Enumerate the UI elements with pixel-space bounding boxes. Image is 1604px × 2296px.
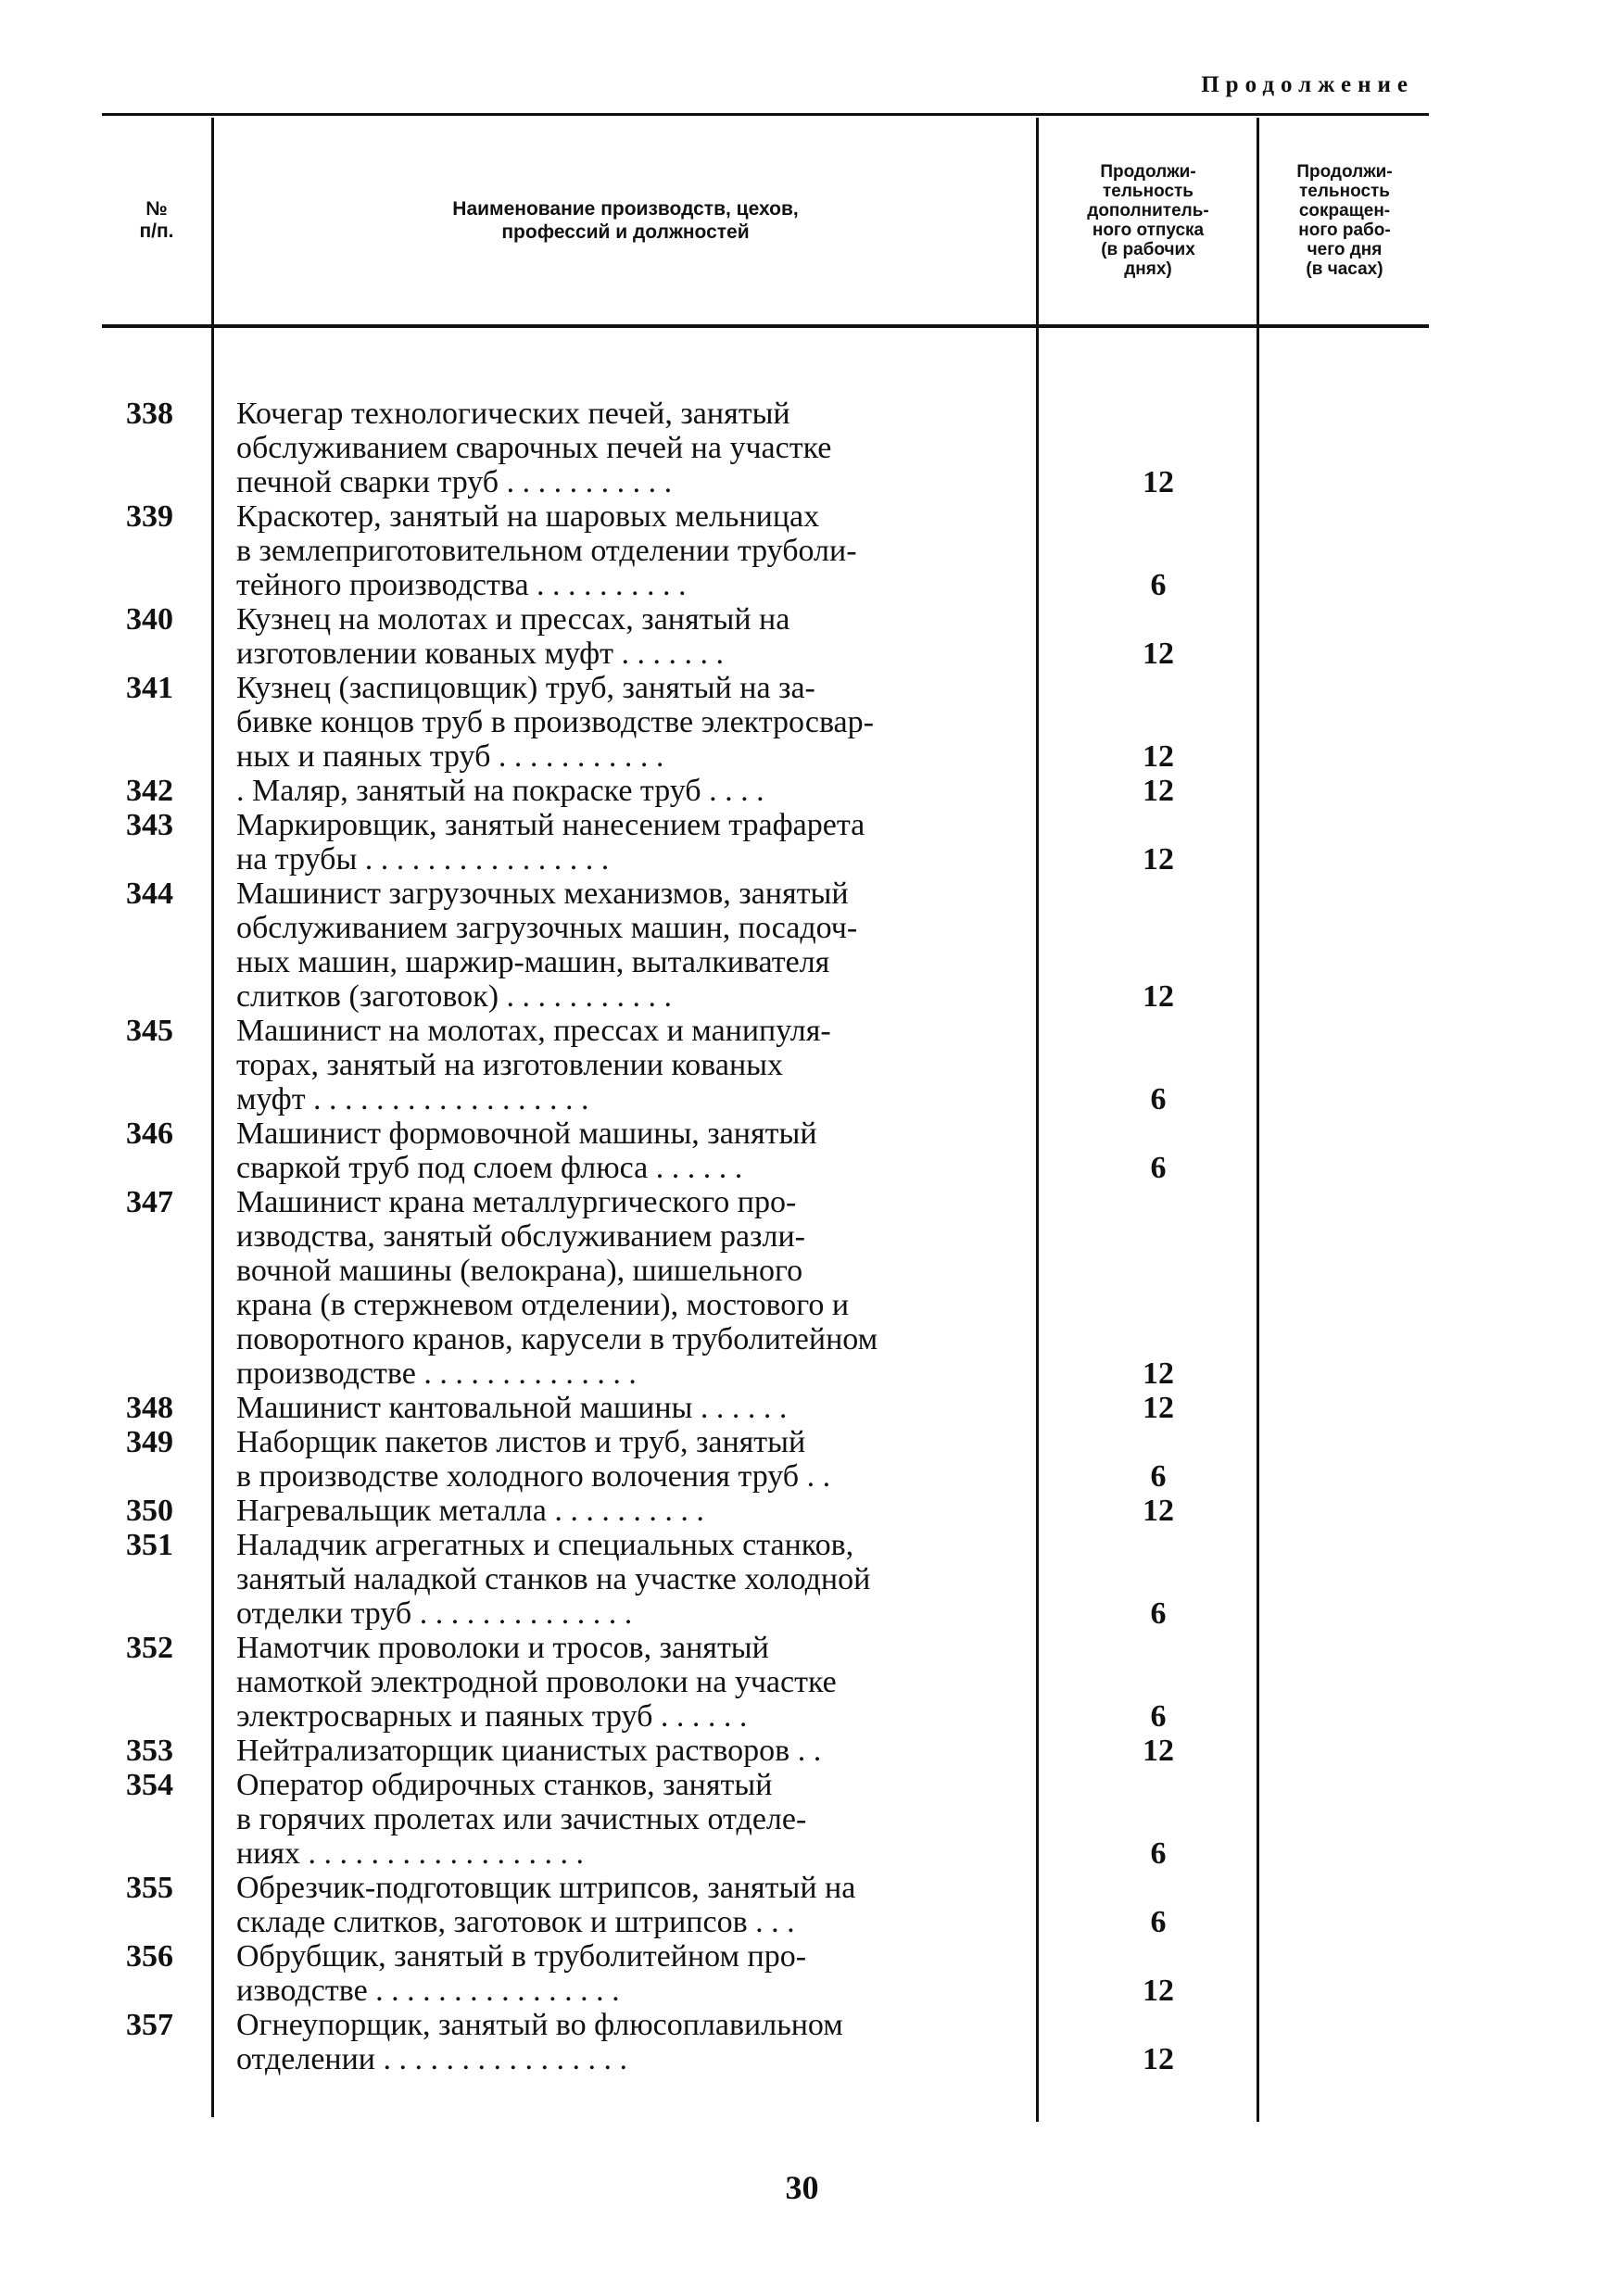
row-leave-days: 12 xyxy=(1143,1391,1174,1425)
row-number: 355 xyxy=(126,1871,173,1905)
description-line: обслуживанием загрузочных машин, посадоч- xyxy=(236,911,858,945)
row-number: 343 xyxy=(126,808,173,842)
description-line: на трубы . . . . . . . . . . . . . . . . xyxy=(236,842,610,877)
row-number: 345 xyxy=(126,1014,173,1048)
page-number: 30 xyxy=(785,2169,819,2206)
table-row xyxy=(0,1939,1604,2008)
description-line: Машинист кантовальной машины . . . . . . xyxy=(236,1391,788,1425)
row-description xyxy=(236,1768,1017,1871)
continued-label: Продолжение xyxy=(1201,72,1414,97)
description-line: тейного производства . . . . . . . . . . xyxy=(236,568,687,602)
row-description xyxy=(236,1014,1017,1116)
description-line: поворотного кранов, карусели в труболитейном xyxy=(236,1322,878,1356)
row-description xyxy=(236,1734,1017,1768)
row-description xyxy=(236,499,1017,602)
table-top-rule xyxy=(102,113,1429,116)
row-description xyxy=(236,1425,1017,1494)
description-line: . Маляр, занятый на покраске труб . . . . xyxy=(236,774,764,808)
table-row xyxy=(0,397,1604,499)
row-leave-days: 12 xyxy=(1143,1734,1174,1768)
table-row xyxy=(0,1528,1604,1631)
row-number: 347 xyxy=(126,1185,173,1219)
header-name: Наименование производств, цехов, профессий и должностей xyxy=(452,198,799,243)
description-line: намоткой электродной проволоки на участке xyxy=(236,1665,837,1699)
description-line: Огнеупорщик, занятый во флюсоплавильном xyxy=(236,2008,843,2042)
table-row xyxy=(0,1734,1604,1768)
description-line: Машинист на молотах, прессах и манипуля- xyxy=(236,1014,831,1048)
row-number: 341 xyxy=(126,671,173,705)
table-row xyxy=(0,1494,1604,1528)
description-line: складе слитков, заготовок и штрипсов . . . xyxy=(236,1905,795,1939)
row-number: 338 xyxy=(126,397,173,431)
row-number: 354 xyxy=(126,1768,173,1802)
row-description xyxy=(236,774,1017,808)
description-line: Кочегар технологических печей, занятый xyxy=(236,397,790,431)
row-number: 350 xyxy=(126,1494,173,1528)
description-line: отделки труб . . . . . . . . . . . . . . xyxy=(236,1596,633,1631)
description-line: изготовлении кованых муфт . . . . . . . xyxy=(236,637,725,671)
description-line: Кузнец (заспицовщик) труб, занятый на за- xyxy=(236,671,815,705)
description-line: торах, занятый на изготовлении кованых xyxy=(236,1048,784,1082)
header-number: № п/п. xyxy=(139,198,174,242)
description-line: ных машин, шаржир-машин, выталкивателя xyxy=(236,945,830,979)
description-line: изводстве . . . . . . . . . . . . . . . . xyxy=(236,1974,620,2008)
description-line: отделении . . . . . . . . . . . . . . . . xyxy=(236,2042,627,2076)
description-line: Обрезчик-подготовщик штрипсов, занятый на xyxy=(236,1871,856,1905)
row-leave-days: 12 xyxy=(1143,842,1174,877)
row-leave-days: 6 xyxy=(1150,1836,1167,1871)
description-line: Маркировщик, занятый нанесением трафарета xyxy=(236,808,865,842)
description-line: производстве . . . . . . . . . . . . . . xyxy=(236,1356,637,1391)
row-number: 342 xyxy=(126,774,173,808)
table-row xyxy=(0,1768,1604,1871)
row-number: 346 xyxy=(126,1116,173,1151)
row-number: 340 xyxy=(126,602,173,637)
row-description xyxy=(236,1494,1017,1528)
row-leave-days: 12 xyxy=(1143,774,1174,808)
row-description xyxy=(236,1391,1017,1425)
description-line: в горячих пролетах или зачистных отделе- xyxy=(236,1802,807,1836)
description-line: Наборщик пакетов листов и труб, занятый xyxy=(236,1425,806,1459)
description-line: сваркой труб под слоем флюса . . . . . . xyxy=(236,1151,743,1185)
description-line: в землеприготовительном отделении труболи- xyxy=(236,534,857,568)
description-line: занятый наладкой станков на участке холодной xyxy=(236,1562,871,1596)
row-description xyxy=(236,1528,1017,1631)
row-description xyxy=(236,397,1017,499)
row-leave-days: 12 xyxy=(1143,2042,1174,2076)
description-line: Краскотер, занятый на шаровых мельницах xyxy=(236,499,820,534)
table-row xyxy=(0,877,1604,1014)
description-line: электросварных и паяных труб . . . . . . xyxy=(236,1699,748,1734)
row-number: 339 xyxy=(126,499,173,534)
table-row xyxy=(0,1871,1604,1939)
description-line: ниях . . . . . . . . . . . . . . . . . . xyxy=(236,1836,585,1871)
row-number: 344 xyxy=(126,877,173,911)
row-leave-days: 6 xyxy=(1150,1699,1167,1734)
row-leave-days: 6 xyxy=(1150,1905,1167,1939)
row-number: 348 xyxy=(126,1391,173,1425)
description-line: крана (в стержневом отделении), мостового и xyxy=(236,1288,850,1322)
description-line: в производстве холодного волочения труб . . xyxy=(236,1459,831,1494)
row-leave-days: 6 xyxy=(1150,1082,1167,1116)
table-row xyxy=(0,1116,1604,1185)
description-line: Намотчик проволоки и тросов, занятый xyxy=(236,1631,769,1665)
row-leave-days: 6 xyxy=(1150,1459,1167,1494)
row-number: 353 xyxy=(126,1734,173,1768)
row-description xyxy=(236,1631,1017,1734)
description-line: ных и паяных труб . . . . . . . . . . . xyxy=(236,739,664,774)
description-line: Нагревальщик металла . . . . . . . . . . xyxy=(236,1494,704,1528)
description-line: Машинист формовочной машины, занятый xyxy=(236,1116,817,1151)
header-bottom-rule xyxy=(102,324,1429,328)
table-row xyxy=(0,499,1604,602)
table-row xyxy=(0,1014,1604,1116)
table-row xyxy=(0,774,1604,808)
description-line: Обрубщик, занятый в труболитейном про- xyxy=(236,1939,807,1974)
row-number: 357 xyxy=(126,2008,173,2042)
table-row xyxy=(0,671,1604,774)
row-description xyxy=(236,1116,1017,1185)
row-description xyxy=(236,1871,1017,1939)
description-line: бивке концов труб в производстве электросвар- xyxy=(236,705,874,739)
row-description xyxy=(236,877,1017,1014)
row-leave-days: 12 xyxy=(1143,1974,1174,2008)
row-leave-days: 12 xyxy=(1143,637,1174,671)
description-line: обслуживанием сварочных печей на участке xyxy=(236,431,832,465)
row-description xyxy=(236,1185,1017,1391)
table-row xyxy=(0,1425,1604,1494)
row-number: 356 xyxy=(126,1939,173,1974)
row-leave-days: 6 xyxy=(1150,568,1167,602)
row-description xyxy=(236,1939,1017,2008)
row-description xyxy=(236,671,1017,774)
row-leave-days: 12 xyxy=(1143,979,1174,1014)
description-line: Машинист крана металлургического про- xyxy=(236,1185,797,1219)
row-leave-days: 6 xyxy=(1150,1596,1167,1631)
row-leave-days: 12 xyxy=(1143,739,1174,774)
description-line: Наладчик агрегатных и специальных станков, xyxy=(236,1528,854,1562)
table-row xyxy=(0,808,1604,877)
description-line: Кузнец на молотах и прессах, занятый на xyxy=(236,602,790,637)
row-leave-days: 12 xyxy=(1143,1356,1174,1391)
row-description xyxy=(236,602,1017,671)
description-line: вочной машины (велокрана), шишельного xyxy=(236,1254,803,1288)
row-number: 351 xyxy=(126,1528,173,1562)
description-line: слитков (заготовок) . . . . . . . . . . . xyxy=(236,979,673,1014)
table-row xyxy=(0,1185,1604,1391)
row-leave-days: 6 xyxy=(1150,1151,1167,1185)
header-short-day: Продолжи- тельность сокращен- ного рабо- чего дня (в часах) xyxy=(1296,162,1393,279)
row-leave-days: 12 xyxy=(1143,465,1174,499)
row-number: 352 xyxy=(126,1631,173,1665)
description-line: Нейтрализаторщик цианистых растворов . . xyxy=(236,1734,822,1768)
header-extra-leave: Продолжи- тельность дополнитель- ного отпуска (в рабочих днях) xyxy=(1087,162,1209,279)
row-description xyxy=(236,808,1017,877)
table-row xyxy=(0,1631,1604,1734)
description-line: муфт . . . . . . . . . . . . . . . . . . xyxy=(236,1082,589,1116)
row-leave-days: 12 xyxy=(1143,1494,1174,1528)
description-line: Оператор обдирочных станков, занятый xyxy=(236,1768,773,1802)
table-row xyxy=(0,2008,1604,2076)
description-line: Машинист загрузочных механизмов, занятый xyxy=(236,877,849,911)
row-number: 349 xyxy=(126,1425,173,1459)
row-description xyxy=(236,2008,1017,2076)
table-row xyxy=(0,602,1604,671)
description-line: печной сварки труб . . . . . . . . . . . xyxy=(236,465,673,499)
description-line: изводства, занятый обслуживанием разли- xyxy=(236,1219,805,1254)
table-row xyxy=(0,1391,1604,1425)
